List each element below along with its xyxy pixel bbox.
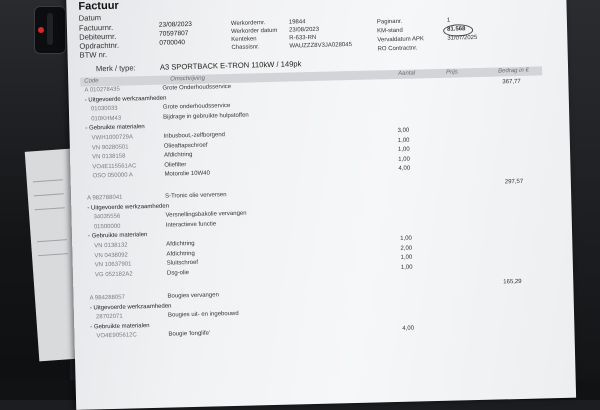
item-code: VO4E115561AC xyxy=(92,163,137,171)
item-code: 34035556 xyxy=(93,213,121,221)
group-heading: - Uitgevoerde werkzaamheden xyxy=(84,95,167,104)
section-code: A 010278435 xyxy=(84,86,120,94)
item-code: 01500000 xyxy=(93,223,121,231)
item-quantity: 1,00 xyxy=(400,254,413,262)
item-quantity: 2,00 xyxy=(400,245,413,252)
group-heading: - Uitgevoerde werkzaamheden xyxy=(87,203,170,212)
section-code: A 982788041 xyxy=(87,194,123,202)
col-aantal: Aantal xyxy=(398,70,416,77)
col-bedrag: Bedrag in € xyxy=(498,67,529,75)
item-description: Afdichtring xyxy=(166,240,195,248)
item-description: Bougie 'longlife' xyxy=(168,330,211,338)
section-amount: 367,77 xyxy=(502,78,521,86)
value-werkorder-datum: 23/08/2023 xyxy=(288,26,320,34)
label-kenteken: Kenteken xyxy=(231,36,257,43)
item-code: VN 10637901 xyxy=(94,261,132,269)
item-description: Bijdrage in gebruikte hulpstoffen xyxy=(163,112,249,121)
item-description: Versnellingsbakolie vervangen xyxy=(165,210,247,219)
item-code: 01030033 xyxy=(90,105,118,113)
group-heading: - Uitgevoerde werkzaamheden xyxy=(89,303,172,312)
item-description: Inbusbout,-zelfborgend xyxy=(163,132,226,140)
invoice-document xyxy=(66,0,576,410)
section-title: S-Tronic olie verversen xyxy=(165,192,227,200)
label-opdrachtnr: Opdrachtnr. xyxy=(79,40,120,51)
section-title: Grote Onderhoudsservice xyxy=(162,83,232,92)
item-quantity: 3,00 xyxy=(397,127,410,134)
label-debiteurnr: Debiteurnr. xyxy=(79,31,117,42)
label-merk-type: Merk / type: xyxy=(95,63,136,74)
item-description: Oliefilter xyxy=(164,161,187,169)
item-code: OSO 050000 A xyxy=(92,172,134,180)
item-quantity: 1,00 xyxy=(397,146,410,154)
value-kenteken: R-633-RN xyxy=(289,34,317,42)
section-code: A 984288057 xyxy=(89,294,125,302)
item-code: VO4E905612C xyxy=(96,332,137,340)
col-code: Code xyxy=(84,78,99,85)
item-quantity: 1,00 xyxy=(400,235,412,242)
section-title: Bougies vervangen xyxy=(167,292,219,300)
label-factuurnr: Factuurnr. xyxy=(78,22,114,33)
item-code: VN 0138158 xyxy=(92,153,126,161)
gear-selector xyxy=(34,6,66,54)
item-code: 010KHM43 xyxy=(91,115,122,123)
group-heading: - Gebruikte materialen xyxy=(85,124,145,132)
item-description: Olieaftapschroef xyxy=(163,142,208,150)
item-description: Grote onderhoudsservice xyxy=(162,103,231,111)
value-apk: 31/07/2025 xyxy=(447,34,478,42)
col-omschrijving: Omschrijving xyxy=(170,75,205,83)
item-code: VWH1000729A xyxy=(91,134,134,142)
item-description: Bougies uit- en ingebouwd xyxy=(167,311,239,319)
item-quantity: 1,00 xyxy=(397,137,410,144)
item-description: Interactieve functie xyxy=(165,221,217,229)
label-apk: Vervaldatum APK xyxy=(377,36,425,44)
value-paginanr: 1 xyxy=(446,17,451,24)
item-description: Sluitschroef xyxy=(166,260,199,267)
label-werkorder-datum: Werkorder datum xyxy=(231,27,278,35)
item-quantity: 4,00 xyxy=(402,325,415,333)
item-quantity: 1,00 xyxy=(398,156,411,163)
label-km-stand: KM-stand xyxy=(377,27,403,35)
label-chassisnr: Chassisnr. xyxy=(231,44,260,51)
label-datum: Datum xyxy=(78,13,102,23)
value-chassisnr: WAUZZZ8V3JA028045 xyxy=(289,42,352,50)
item-quantity: 4,00 xyxy=(398,166,411,173)
value-km-stand: 81.568 xyxy=(447,26,466,33)
value-factuurnr: 23/08/2023 xyxy=(158,20,192,29)
value-werkordernr: 19844 xyxy=(288,19,306,26)
section-amount: 297,57 xyxy=(504,178,524,186)
value-debiteurnr: 70597807 xyxy=(159,30,189,38)
item-description: Afdichtring xyxy=(164,152,193,159)
value-merk-type: A3 SPORTBACK E-TRON 110kW / 149pk xyxy=(159,59,302,72)
item-code: VN 0438092 xyxy=(94,252,128,259)
value-opdrachtnr: 0700040 xyxy=(159,39,186,47)
section-amount: 165,29 xyxy=(503,278,522,286)
item-code: VN 90280501 xyxy=(91,144,129,152)
group-heading: - Gebruikte materialen xyxy=(87,232,148,240)
item-quantity: 1,00 xyxy=(400,264,413,271)
label-ro-contract: RO Contractnr. xyxy=(377,45,418,53)
item-description: Motorolie 10W40 xyxy=(164,170,210,179)
item-code: VN 0138132 xyxy=(94,242,128,250)
label-btw: BTW nr. xyxy=(79,50,108,60)
label-paginanr: Paginanr. xyxy=(376,18,403,26)
label-werkordernr: Werkordernr. xyxy=(230,20,266,27)
item-code: VG 052182A2 xyxy=(94,271,133,279)
item-description: Afdichtring xyxy=(166,250,195,258)
item-code: 28702071 xyxy=(95,313,123,321)
col-prijs: Prijs xyxy=(446,69,458,76)
invoice-title: Factuur xyxy=(78,0,119,13)
item-description: Dsg-olie xyxy=(166,269,190,277)
group-heading: - Gebruikte materialen xyxy=(90,322,150,331)
